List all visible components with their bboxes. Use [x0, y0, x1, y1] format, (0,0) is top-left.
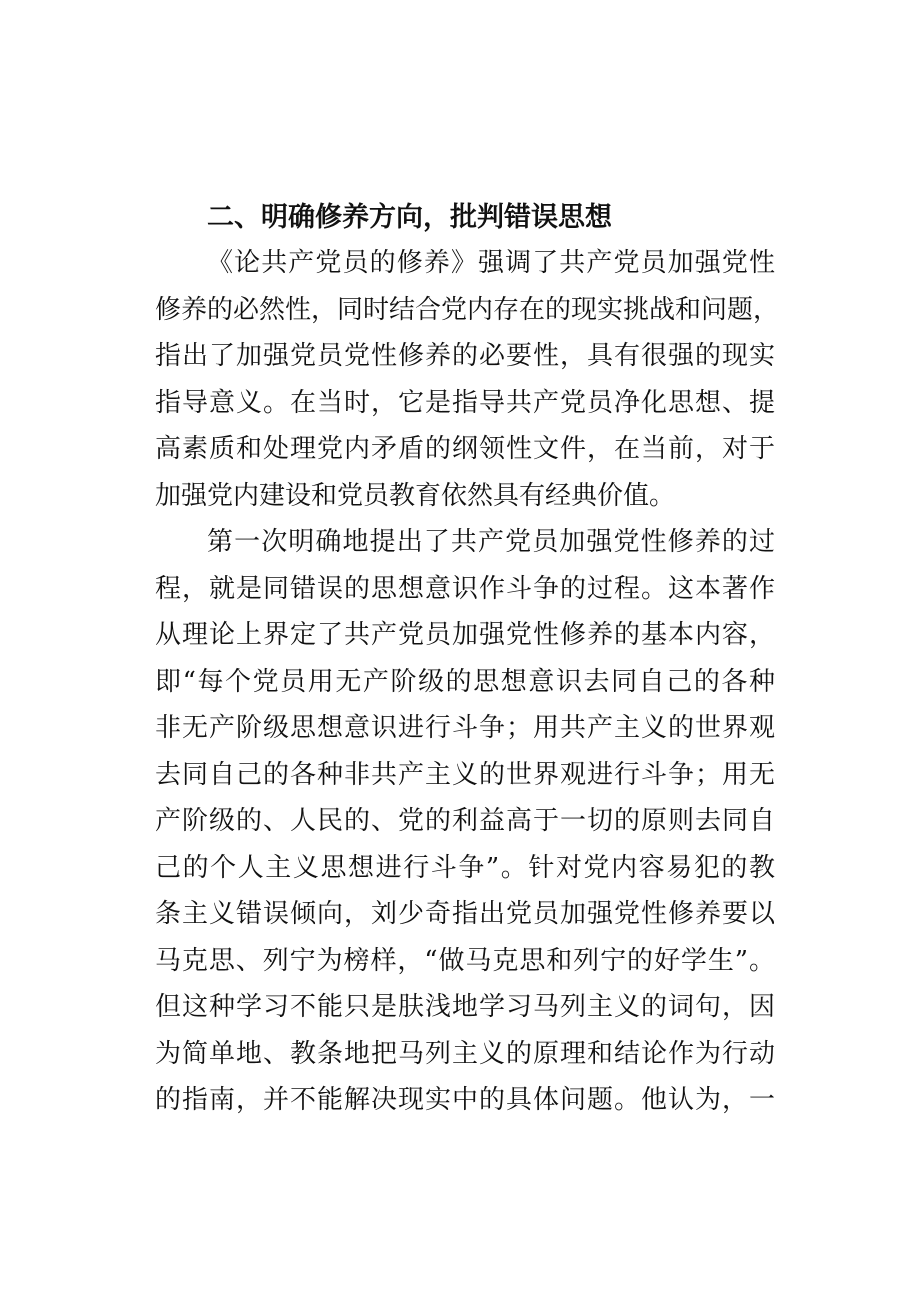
- paragraph-line: 但这种学习不能只是肤浅地学习马列主义的词句，因: [155, 992, 775, 1022]
- document-body: [155, 240, 780, 1124]
- paragraph-line: 去同自己的各种非共产主义的世界观进行斗争；用无: [155, 759, 775, 790]
- paragraph-line: 的指南，并不能解决现实中的具体问题。他认为，一: [155, 1085, 775, 1115]
- paragraph-line: 高素质和处理党内矛盾的纲领性文件，在当前，对于: [155, 434, 775, 464]
- paragraph-line: 《论共产党员的修养》强调了共产党员加强党性: [207, 248, 775, 278]
- paragraph-line: 修养的必然性，同时结合党内存在的现实挑战和问题，: [155, 294, 780, 325]
- paragraph-line: 非无产阶级思想意识进行斗争；用共产主义的世界观: [155, 713, 775, 743]
- paragraph-line: 条主义错误倾向，刘少奇指出党员加强党性修养要以: [155, 899, 775, 929]
- paragraph-1: [155, 240, 780, 519]
- paragraph-line: 程，就是同错误的思想意识作斗争的过程。这本著作: [155, 573, 775, 604]
- paragraph-line: 即“每个党员用无产阶级的思想意识去同自己的各种: [155, 666, 775, 697]
- paragraph-line: 指出了加强党员党性修养的必要性，具有很强的现实: [155, 341, 775, 371]
- paragraph-line: 从理论上界定了共产党员加强党性修养的基本内容，: [155, 620, 775, 650]
- section-heading: 二、明确修养方向，批判错误思想: [207, 202, 612, 233]
- paragraph-line: 加强党内建设和党员教育依然具有经典价值。: [155, 480, 676, 511]
- paragraph-line: 己的个人主义思想进行斗争”。针对党内容易犯的教: [155, 852, 775, 883]
- paragraph-line: 马克思、列宁为榜样，“做马克思和列宁的好学生”。: [155, 945, 775, 976]
- paragraph-line: 指导意义。在当时，它是指导共产党员净化思想、提: [155, 387, 775, 418]
- paragraph-line: 第一次明确地提出了共产党员加强党性修养的过: [207, 527, 775, 557]
- paragraph-line: 为简单地、教条地把马列主义的原理和结论作为行动: [155, 1038, 775, 1069]
- paragraph-line: 产阶级的、人民的、党的利益高于一切的原则去同自: [155, 806, 775, 836]
- paragraph-2: [155, 519, 775, 1124]
